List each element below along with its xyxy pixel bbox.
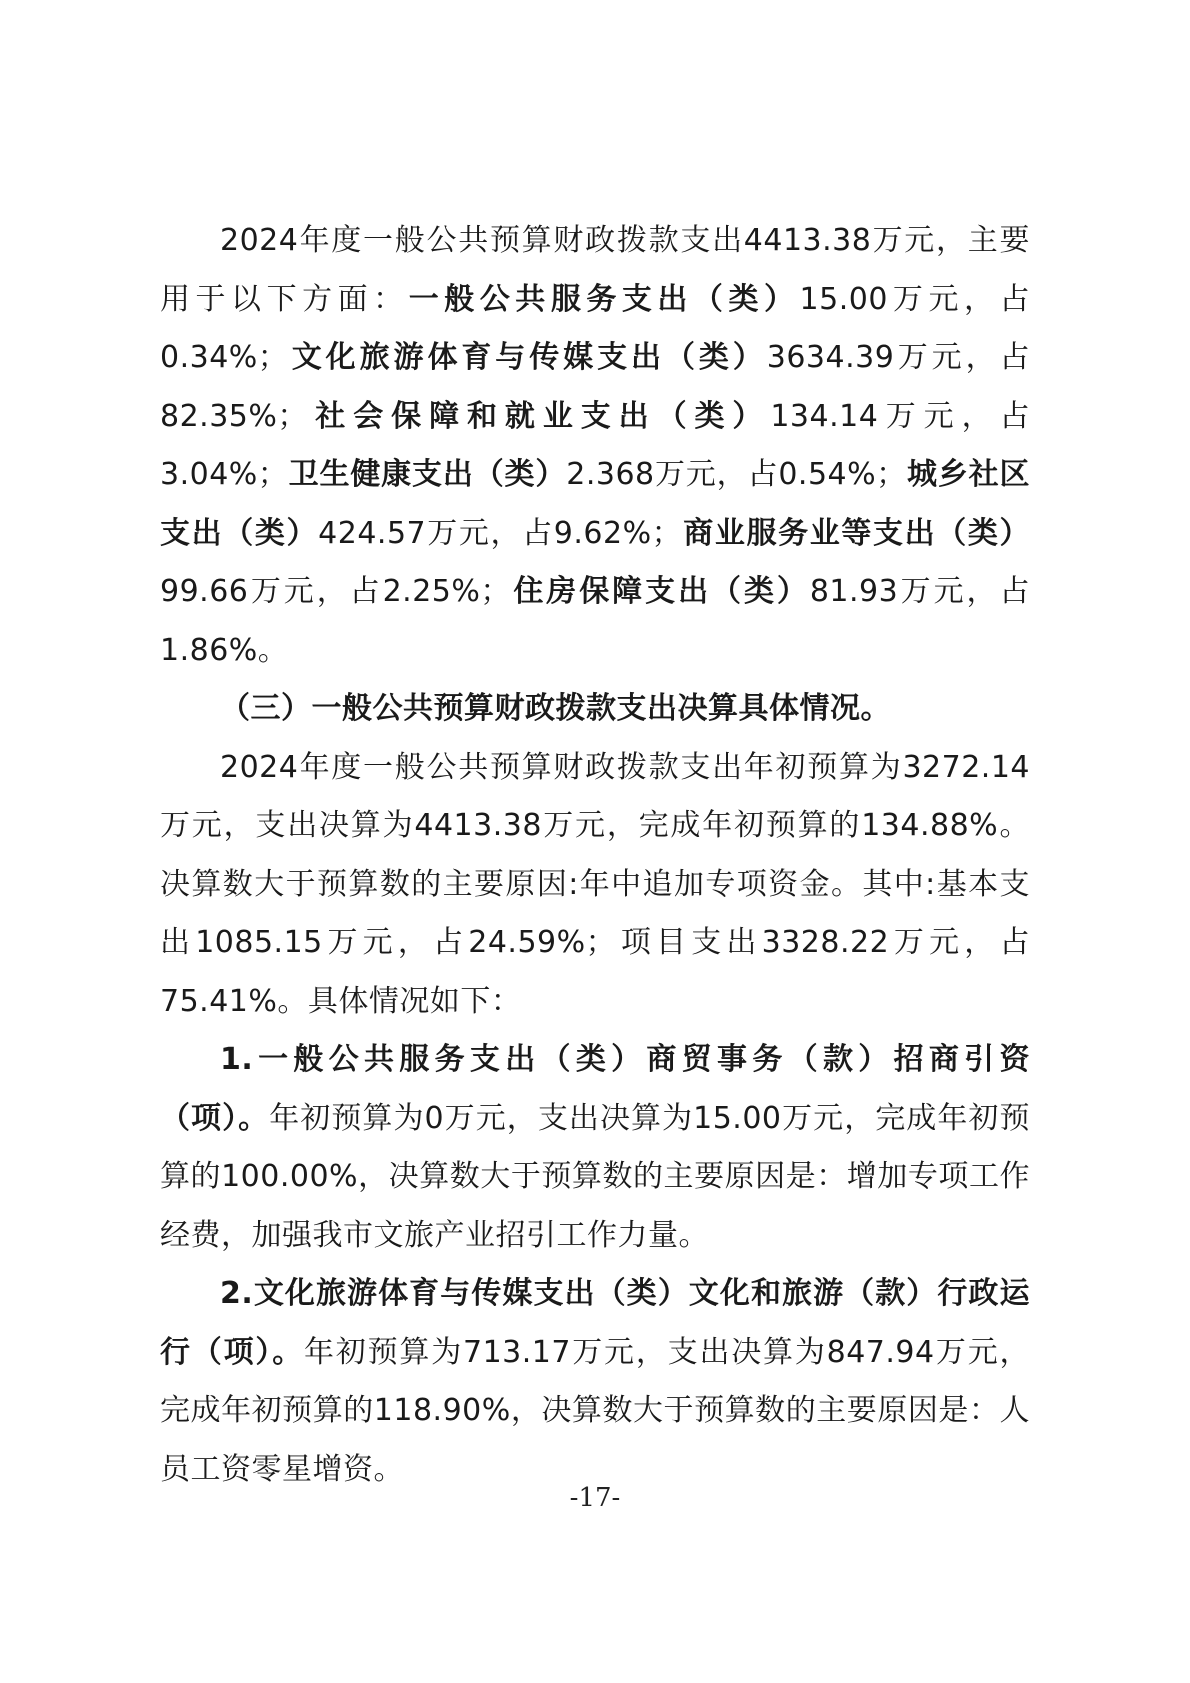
summary-intro: 2024年度一般公共预算财政拨款支出4413.38万元，主要用于以下方面： bbox=[160, 223, 1030, 317]
category-general-public-services: 一般公共服务支出（类） bbox=[408, 281, 800, 317]
category-urban-rural-community: 城乡社区支出（类） bbox=[160, 457, 1031, 551]
category-social-security-employment-value: 134.14万元，占3.04%； bbox=[160, 398, 1030, 492]
item-1-body: 年初预算为0万元，支出决算为15.00万元，完成年初预算的100.00%，决算数大于预算数的主要原因是：增加专项工作经费，加强我市文旅产业招引工作力量。 bbox=[160, 1100, 1030, 1253]
document-body bbox=[160, 212, 1030, 1499]
paragraph-item-2 bbox=[160, 1265, 1030, 1499]
page-number: -17- bbox=[569, 1483, 621, 1513]
item-2-body: 年初预算为713.17万元，支出决算为847.94万元，完成年初预算的118.90%，决算数大于预算数的主要原因是：人员工资零星增资。 bbox=[160, 1334, 1030, 1487]
category-commercial-services: 商业服务业等支出（类） bbox=[682, 515, 1031, 551]
category-social-security-employment: 社会保障和就业支出（类） bbox=[307, 398, 771, 434]
section-heading-3: （三）一般公共预算财政拨款支出决算具体情况。 bbox=[220, 691, 891, 726]
item-1-title: 1.一般公共服务支出（类）商贸事务（款）招商引资（项）。 bbox=[160, 1042, 1030, 1136]
paragraph-item-1 bbox=[160, 1031, 1030, 1265]
paragraph-budget-details: 2024年度一般公共预算财政拨款支出年初预算为3272.14万元，支出决算为4413.38万元，完成年初预算的134.88%。决算数大于预算数的主要原因:年中追加专项资金。其中:基本支出1085.15万元，占24.59%；项目支出3328.22万元，占75.41%。具体情况如下： bbox=[160, 749, 1030, 1019]
category-health-value: 2.368万元，占0.54%； bbox=[566, 457, 907, 492]
category-urban-rural-community-value: 424.57万元，占9.62%； bbox=[318, 515, 683, 551]
category-commercial-services-value: 99.66万元，占2.25%； bbox=[160, 574, 511, 609]
item-2-title: 2.文化旅游体育与传媒支出（类）文化和旅游（款）行政运行（项）。 bbox=[160, 1276, 1030, 1370]
category-culture-tourism-sports-media: 文化旅游体育与传媒支出（类） bbox=[288, 340, 767, 375]
category-general-public-services-value: 15.00万元，占0.34%； bbox=[160, 281, 1031, 375]
category-culture-tourism-sports-media-value: 3634.39万元，占82.35%； bbox=[160, 340, 1031, 434]
category-housing-security-value: 81.93万元，占1.86%。 bbox=[160, 574, 1031, 668]
category-housing-security: 住房保障支出（类） bbox=[510, 574, 810, 609]
paragraph-expenditure-summary bbox=[160, 212, 1030, 680]
category-health: 卫生健康支出（类） bbox=[288, 457, 567, 492]
